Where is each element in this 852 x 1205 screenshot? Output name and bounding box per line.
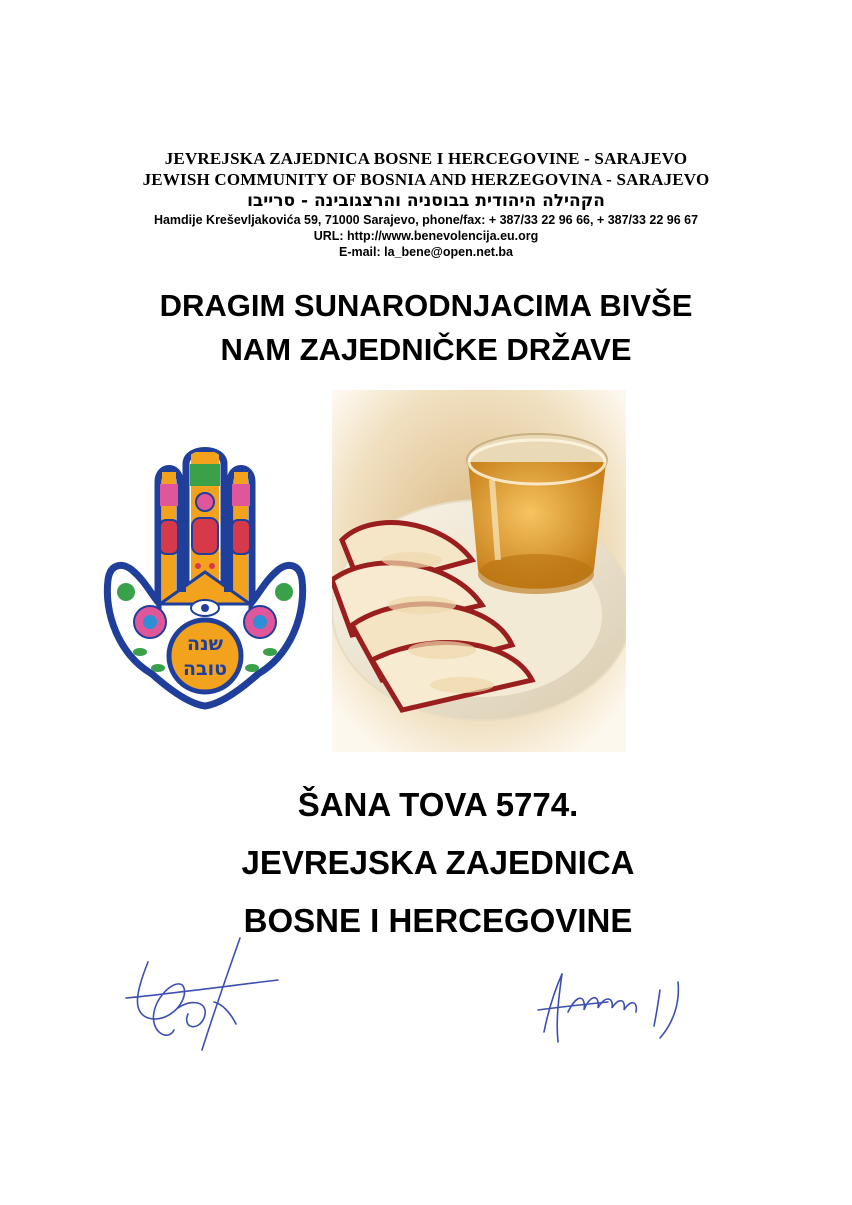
letterhead-email: E-mail: la_bene@open.net.ba (338, 245, 514, 259)
letterhead-name-english: JEWISH COMMUNITY OF BOSNIA AND HERZEGOVINA - SARAJEVO (142, 170, 710, 189)
signature-right-icon (528, 962, 698, 1057)
letterhead-url: URL: http://www.benevolencija.eu.org (313, 229, 539, 243)
letterhead-address: Hamdije Kreševljakovića 59, 71000 Sarajevo, phone/fax: + 387/33 22 96 66, + 387/33 22 96 67 (153, 213, 699, 227)
signature-left-icon (118, 932, 288, 1057)
wishes-line-2: JEVREJSKA ZAJEDNICA (241, 844, 635, 881)
apple-honey-photo (332, 390, 626, 752)
greeting-heading (0, 284, 852, 372)
greeting-line-1: DRAGIM SUNARODNJACIMA BIVŠE (159, 288, 693, 323)
greeting-line-2: NAM ZAJEDNIČKE DRŽAVE (220, 332, 632, 367)
wishes-line-1: ŠANA TOVA 5774. (297, 786, 579, 823)
wishes-block (0, 776, 852, 950)
letterhead (0, 148, 852, 260)
wishes-line-3: BOSNE I HERCEGOVINE (243, 902, 633, 939)
hamsa-icon (100, 442, 310, 752)
letterhead-name-hebrew: הקהילה היהודית בבוסניה והרצגובינה - סרייבו (247, 191, 605, 211)
hamsa-text-line-1: שנה (186, 633, 224, 655)
hamsa-text-line-2: טובה (182, 658, 228, 680)
letterhead-name-local: JEVREJSKA ZAJEDNICA BOSNE I HERCEGOVINE - SARAJEVO (164, 149, 688, 168)
